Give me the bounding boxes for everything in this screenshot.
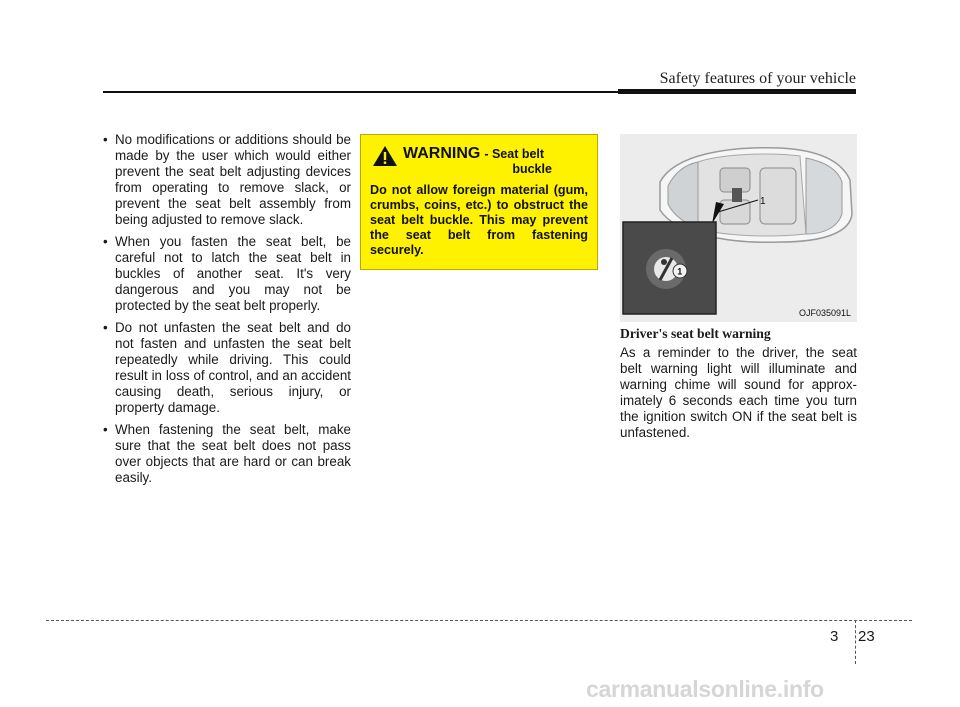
bullet-marker: • <box>103 422 108 437</box>
footer-divider <box>855 620 856 664</box>
bullet-marker: • <box>103 132 108 147</box>
warning-triangle-icon <box>372 145 398 167</box>
warning-box <box>360 134 598 270</box>
page-number: 23 <box>858 628 875 645</box>
list-item <box>103 422 351 486</box>
chapter-number: 3 <box>830 628 839 645</box>
section-header-title: Safety features of your vehicle <box>659 70 856 87</box>
list-item <box>103 234 351 314</box>
list-item-text: When you fasten the seat belt, be careful not to latch the seat belt in buckles of another seat. It's very dangerous and you may not be protected by the seat belt properly. <box>115 234 351 313</box>
subsection-paragraph: As a reminder to the driver, the seat belt warning light will illuminate and warning chime will sound for approx-imately 6 seconds each time you turn the ignition switch ON if the seat belt is unfastened. <box>620 345 857 440</box>
list-item <box>103 132 351 228</box>
list-item-text: No modifications or additions should be made by the user which would either prevent the seat belt adjusting devices from operating to remove slack, or prevent the seat belt assembly from being adjusted to remove slack. <box>115 132 351 227</box>
warning-subject <box>484 145 552 177</box>
list-item-text: When fastening the seat belt, make sure that the seat belt does not pass over objects that are hard or can break easily. <box>115 422 351 485</box>
list-item <box>103 320 351 416</box>
inset-number: 1 <box>677 266 683 277</box>
warning-subject-line2: buckle <box>512 162 552 176</box>
figure-code: OJF035091L <box>798 308 851 318</box>
warning-subject-line1: - Seat belt <box>484 147 545 161</box>
callout-number: 1 <box>760 196 766 207</box>
bullet-marker: • <box>103 320 108 335</box>
car-top-view-illustration <box>620 134 857 322</box>
watermark: carmanualsonline.info <box>586 676 824 702</box>
bullet-marker: • <box>103 234 108 249</box>
footer-rule <box>46 620 912 621</box>
warning-body: Do not allow foreign material (gum, crumbs, coins, etc.) to obstruct the seat belt buckle. This may prevent the seat belt from fastening securely. <box>370 183 588 257</box>
subsection-title: Driver's seat belt warning <box>620 326 771 341</box>
warning-heading <box>370 145 588 177</box>
header-rule-accent <box>618 89 856 94</box>
precaution-list <box>103 132 351 492</box>
list-item-text: Do not unfasten the seat belt and do not fasten and unfasten the seat belt repeatedly while driving. This could result in loss of control, and an accident causing death, serious injury, or property damage. <box>115 320 351 415</box>
warning-label: WARNING <box>403 145 481 162</box>
seat-belt-warning-figure <box>620 134 857 322</box>
